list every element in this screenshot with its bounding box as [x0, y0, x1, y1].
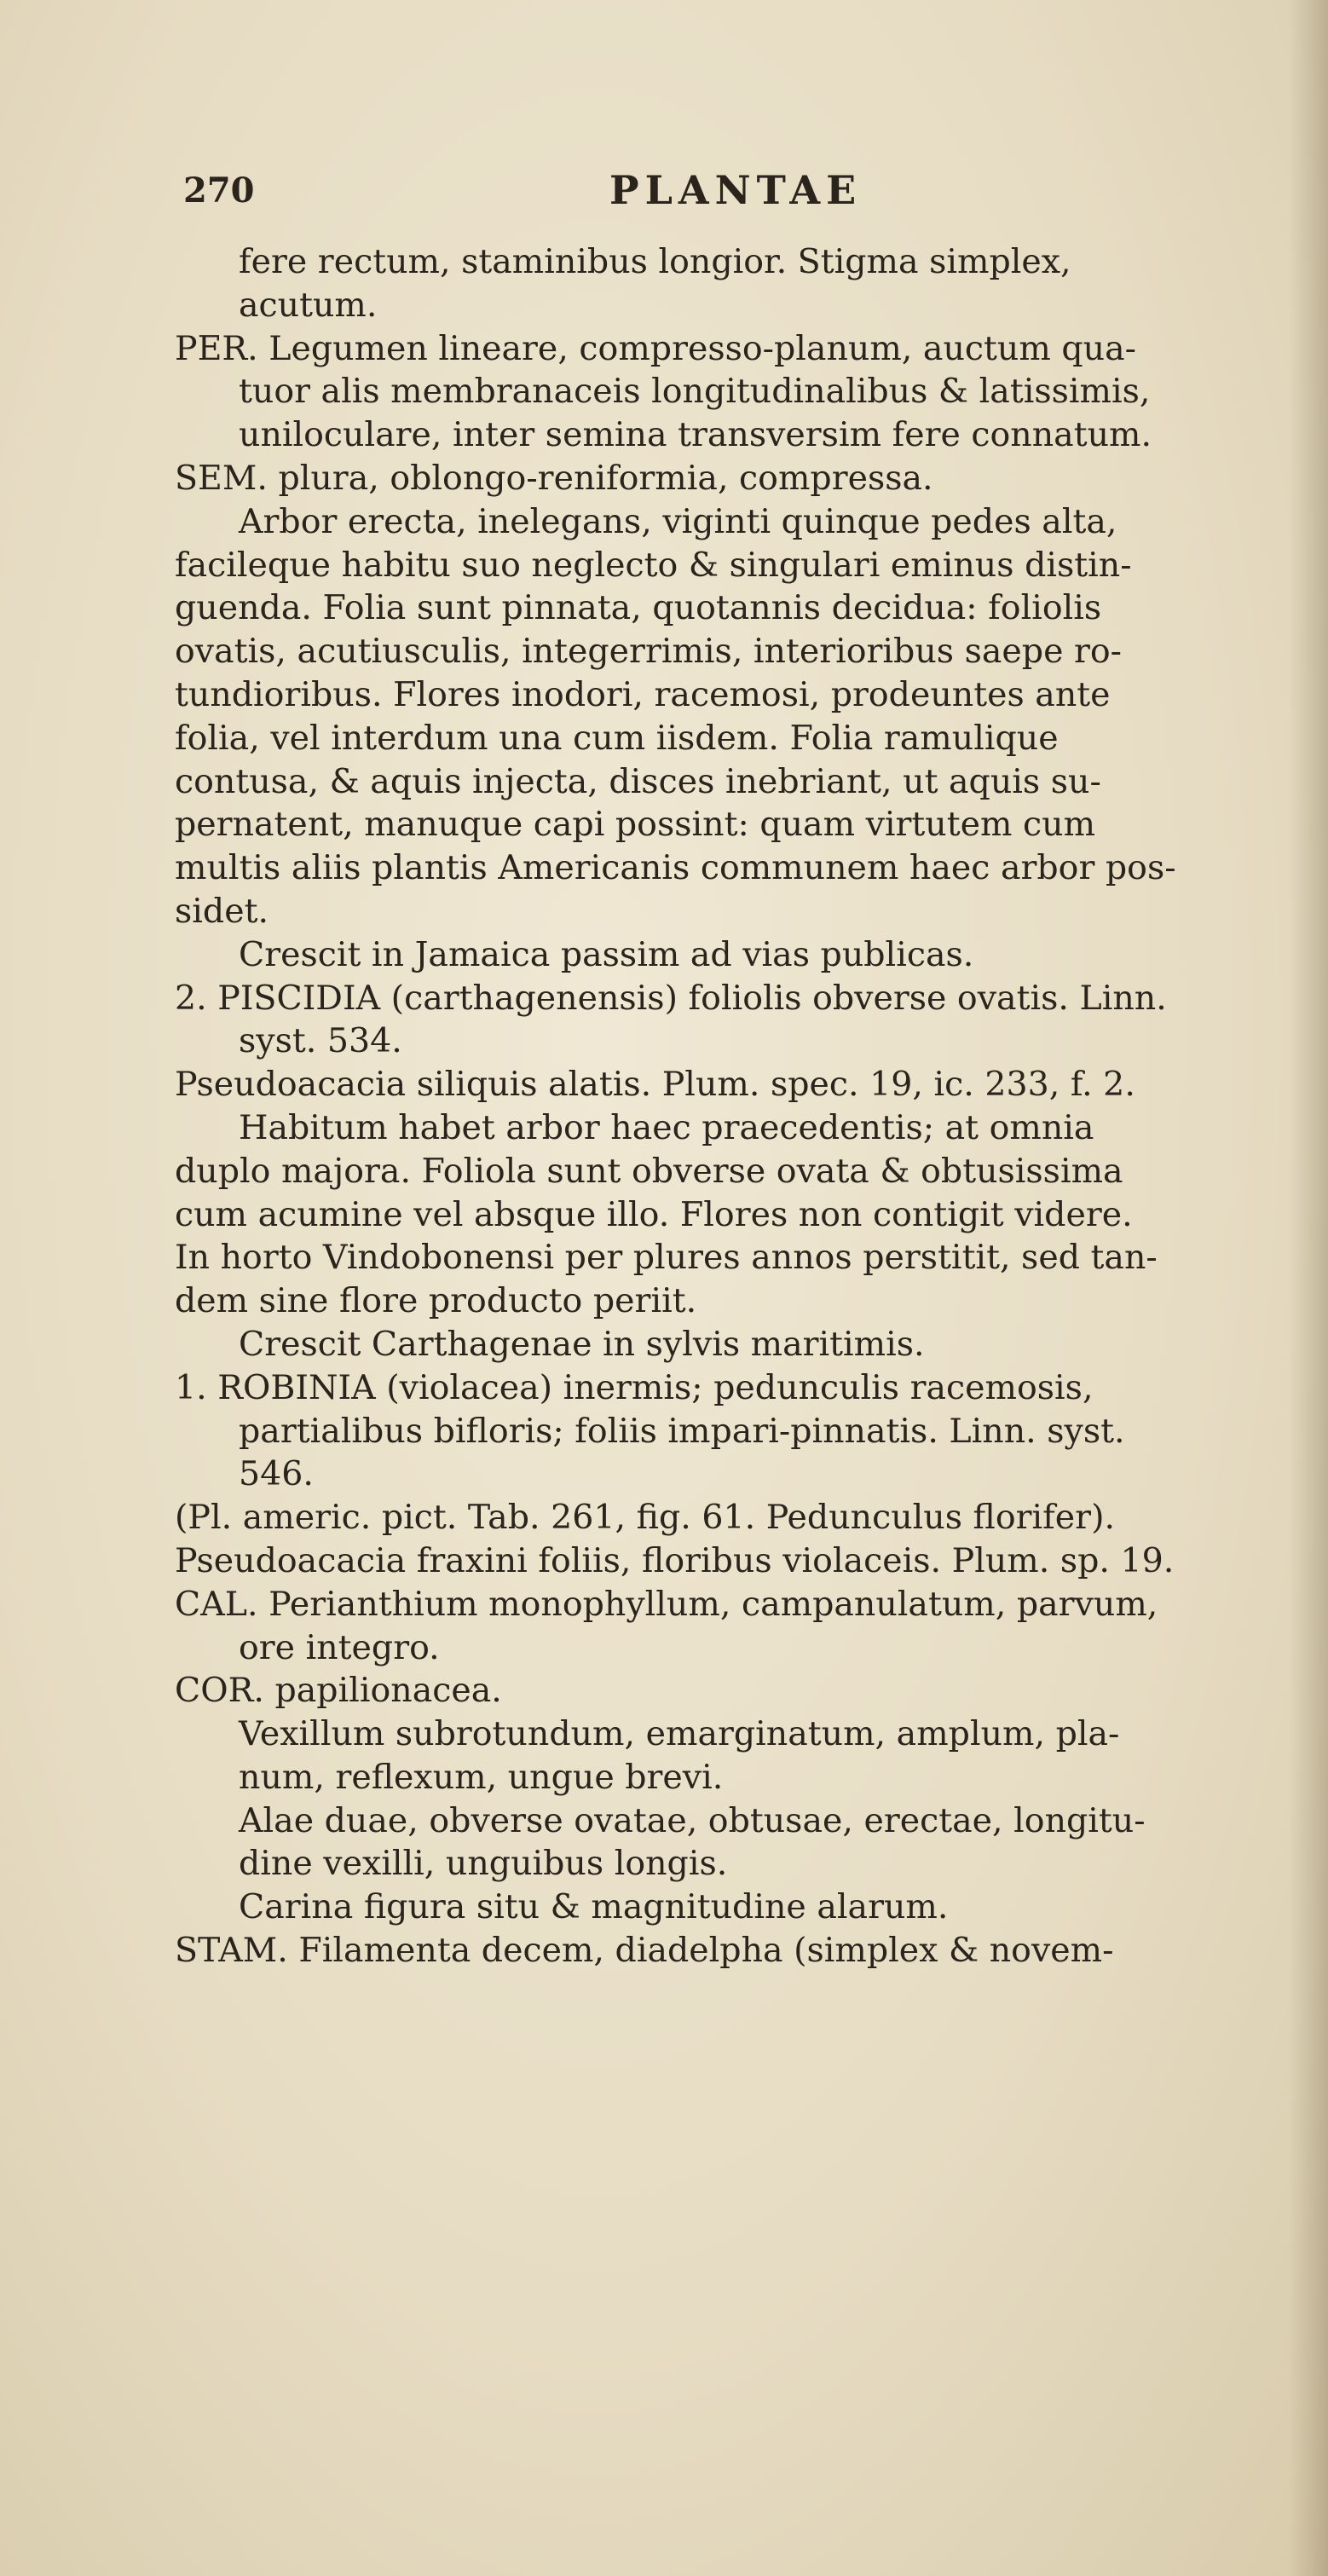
- text-line: dine vexilli, unguibus longis.: [239, 1844, 728, 1884]
- text-line: Pseudoacacia fraxini foliis, floribus violaceis. Plum. sp. 19.: [175, 1540, 1175, 1580]
- text-line: SEM. plura, oblongo-reniformia, compressa.: [175, 458, 933, 498]
- text-line: CAL. Perianthium monophyllum, campanulatum, parvum,: [175, 1584, 1158, 1624]
- text-line: cum acumine vel absque illo. Flores non contigit videre.: [175, 1194, 1133, 1234]
- text-line: Habitum habet arbor haec praecedentis; at omnia: [239, 1107, 1094, 1147]
- text-line: PER. Legumen lineare, compresso-planum, auctum qua-: [175, 328, 1136, 368]
- page-number: 270: [183, 170, 255, 211]
- page-body-text: [175, 240, 1313, 1972]
- text-line: dem sine flore producto periit.: [175, 1281, 697, 1321]
- text-line: Crescit in Jamaica passim ad vias publicas.: [239, 934, 974, 974]
- text-line: 546.: [239, 1454, 314, 1494]
- text-line: Vexillum subrotundum, emarginatum, amplum, pla-: [239, 1714, 1120, 1754]
- text-line: tuor alis membranaceis longitudinalibus & latissimis,: [239, 372, 1151, 412]
- text-line: folia, vel interdum una cum iisdem. Folia ramulique: [175, 718, 1059, 758]
- text-line: contusa, & aquis injecta, disces inebriant, ut aquis su-: [175, 761, 1101, 801]
- text-line: num, reflexum, ungue brevi.: [239, 1757, 724, 1797]
- page-header: [183, 167, 1308, 222]
- text-line: ovatis, acutiusculis, integerrimis, interioribus saepe ro-: [175, 632, 1123, 672]
- text-line: facileque habitu suo neglecto & singulari eminus distin-: [175, 545, 1132, 585]
- text-line: (Pl. americ. pict. Tab. 261, fig. 61. Pedunculus florifer).: [175, 1498, 1116, 1538]
- text-line: sidet.: [175, 891, 268, 931]
- text-line: guenda. Folia sunt pinnata, quotannis decidua: foliolis: [175, 588, 1102, 628]
- text-line: acutum.: [239, 285, 378, 325]
- text-line: Crescit Carthagenae in sylvis maritimis.: [239, 1324, 925, 1364]
- text-line: Pseudoacacia siliquis alatis. Plum. spec. 19, ic. 233, f. 2.: [175, 1065, 1135, 1105]
- text-line: duplo majora. Foliola sunt obverse ovata & obtusissima: [175, 1151, 1123, 1191]
- text-line: Arbor erecta, inelegans, viginti quinque pedes alta,: [239, 501, 1117, 541]
- text-line: pernatent, manuque capi possint: quam virtutem cum: [175, 805, 1096, 845]
- text-line: ore integro.: [239, 1627, 440, 1667]
- text-line: Carina figura situ & magnitudine alarum.: [239, 1887, 949, 1927]
- text-line: tundioribus. Flores inodori, racemosi, prodeuntes ante: [175, 674, 1111, 714]
- text-line: partialibus bifloris; foliis impari-pinnatis. Linn. syst.: [239, 1411, 1125, 1451]
- text-line: syst. 534.: [239, 1021, 402, 1061]
- text-line: multis aliis plantis Americanis communem haec arbor pos-: [175, 848, 1176, 888]
- running-head: PLANTAE: [609, 167, 863, 213]
- text-line: STAM. Filamenta decem, diadelpha (simplex & novem-: [175, 1931, 1114, 1971]
- text-line: fere rectum, staminibus longior. Stigma simplex,: [239, 242, 1071, 281]
- text-line: COR. papilionacea.: [175, 1671, 502, 1711]
- text-line: In horto Vindobonensi per plures annos perstitit, sed tan-: [175, 1238, 1158, 1278]
- text-line: Alae duae, obverse ovatae, obtusae, erectae, longitu-: [239, 1800, 1146, 1840]
- text-line: uniloculare, inter semina transversim fere connatum.: [239, 415, 1152, 455]
- text-line: 1. ROBINIA (violacea) inermis; pedunculis racemosis,: [175, 1367, 1094, 1407]
- text-line: 2. PISCIDIA (carthagenensis) foliolis obverse ovatis. Linn.: [175, 978, 1167, 1018]
